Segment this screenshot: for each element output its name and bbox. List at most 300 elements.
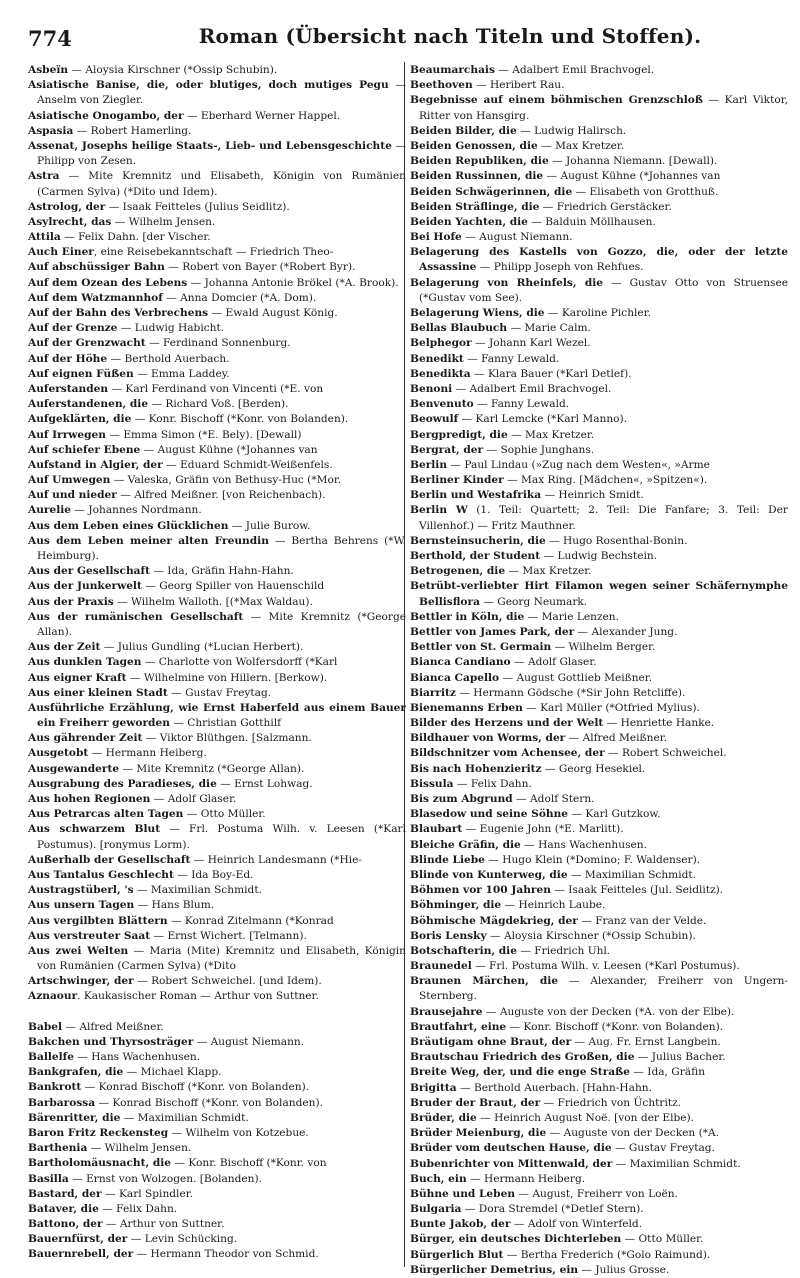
entry-author: — Georg Spiller von Hauenschild bbox=[141, 580, 325, 593]
entry-title: Basilla bbox=[28, 1172, 69, 1185]
index-entry bbox=[410, 1217, 788, 1232]
index-entry bbox=[410, 625, 788, 640]
index-entry bbox=[410, 944, 788, 959]
index-entry bbox=[28, 397, 406, 412]
index-entry bbox=[28, 1172, 406, 1187]
entry-title: Beiden Genossen, die bbox=[410, 139, 538, 152]
entry-title: Auf Umwegen bbox=[28, 474, 111, 487]
entry-author: — August Niemann. bbox=[193, 1035, 305, 1048]
entry-author: — Otto Müller. bbox=[621, 1233, 704, 1246]
index-entry bbox=[410, 124, 788, 139]
index-entry bbox=[28, 276, 406, 291]
entry-title: Artschwinger, der bbox=[28, 975, 134, 988]
entry-author: — Max Kretzer. bbox=[537, 139, 625, 152]
index-entry bbox=[28, 564, 406, 579]
entry-title: Ausgetobt bbox=[28, 747, 89, 760]
entry-title: Blinde von Kunterweg, die bbox=[410, 868, 568, 881]
entry-title: Aus dem Leben meiner alten Freundin bbox=[28, 534, 269, 547]
entry-title: Auf dem Ozean des Lebens bbox=[28, 276, 188, 289]
index-entry bbox=[410, 412, 788, 427]
entry-author: — August Kühne (*Johannes van bbox=[543, 170, 721, 183]
entry-title: Aus Tantalus Geschlecht bbox=[28, 868, 174, 881]
entry-title: Berlin W bbox=[410, 504, 468, 517]
entry-title: Bis nach Hohenzieritz bbox=[410, 762, 542, 775]
entry-title: Böhmen vor 100 Jahren bbox=[410, 884, 551, 897]
entry-title: Aus der Praxis bbox=[28, 595, 114, 608]
entry-author: — Adolf von Winterfeld. bbox=[510, 1218, 643, 1231]
index-entry bbox=[410, 1248, 788, 1263]
entry-author: — August Gottlieb Meißner. bbox=[499, 671, 653, 684]
entry-title: Beiden Yachten, die bbox=[410, 215, 528, 228]
index-entry bbox=[28, 610, 406, 640]
entry-author: — Marie Calm. bbox=[507, 322, 591, 335]
entry-author: — Hermann Heiberg. bbox=[88, 747, 207, 760]
entry-author: — Alfred Meißner. [von Reichenbach). bbox=[116, 489, 326, 502]
entry-title: Belagerung Wiens, die bbox=[410, 307, 545, 319]
index-entry bbox=[410, 701, 788, 716]
left-column bbox=[28, 63, 406, 1263]
entry-author: — Johannes Nordmann. bbox=[71, 504, 202, 517]
index-entry bbox=[28, 63, 406, 78]
index-entry bbox=[28, 1217, 406, 1232]
entry-title: Astra bbox=[28, 170, 60, 183]
index-entry bbox=[410, 731, 788, 746]
entry-author: — Mite Kremnitz (*George Allan). bbox=[119, 762, 305, 775]
index-entry bbox=[410, 245, 788, 275]
entry-title: Bettler in Köln, die bbox=[410, 610, 525, 623]
entry-title: Aus unsern Tagen bbox=[28, 899, 135, 912]
entry-title: Berthold, der Student bbox=[410, 550, 541, 562]
entry-author: — Mite Kremnitz (*George Allan). bbox=[37, 610, 406, 638]
entry-title: Beaumarchais bbox=[410, 64, 495, 76]
index-entry bbox=[28, 1096, 406, 1111]
right-column bbox=[410, 63, 788, 1278]
entry-author: — Christian Gotthilf bbox=[169, 717, 282, 730]
entry-title: Auf und nieder bbox=[28, 489, 117, 502]
entry-title: Bruder der Braut, der bbox=[410, 1096, 541, 1109]
index-entry bbox=[410, 853, 788, 868]
entry-author: — Konrad Bischoff (*Konr. von Bolanden). bbox=[81, 1081, 310, 1094]
index-entry bbox=[28, 883, 406, 898]
index-entry bbox=[28, 230, 406, 245]
index-entry bbox=[28, 534, 406, 564]
entry-author: — Berthold Auerbach. bbox=[107, 352, 230, 365]
entry-author: — Max Ring. [Mädchen«, »Spitzen«). bbox=[503, 474, 708, 487]
index-entry bbox=[410, 1081, 788, 1096]
entry-title: Bianca Capello bbox=[410, 671, 500, 684]
entry-title: Bürgerlicher Demetrius, ein bbox=[410, 1263, 579, 1276]
index-entry bbox=[410, 807, 788, 822]
entry-author: — Maximilian Schmidt. bbox=[567, 868, 696, 881]
entry-author: — Eduard Schmidt-Weißenfels. bbox=[162, 458, 333, 471]
index-entry bbox=[28, 1126, 406, 1141]
entry-title: Aus schwarzem Blut bbox=[28, 823, 161, 836]
entry-title: Benoni bbox=[410, 382, 453, 395]
entry-title: Austragstüberl, 's bbox=[28, 884, 134, 897]
entry-title: Aurelie bbox=[28, 504, 72, 517]
index-entry bbox=[28, 306, 406, 321]
entry-author: — Georg Hesekiel. bbox=[541, 762, 646, 775]
entry-author: (1. Teil: Quartett; 2. Teil: Die Fanfare; 3. Teil: Der Villenhof.) — Fritz Mauthner. bbox=[419, 504, 788, 532]
entry-author: — Wilhelmine von Hillern. [Berkow). bbox=[126, 671, 328, 684]
index-entry bbox=[410, 1232, 788, 1247]
index-entry bbox=[410, 959, 788, 974]
entry-author: — Julie Burow. bbox=[228, 519, 311, 532]
index-entry bbox=[410, 640, 788, 655]
entry-author: — Karl Gutzkow. bbox=[568, 808, 661, 821]
index-entry bbox=[410, 1096, 788, 1111]
entry-author: — Levin Schücking. bbox=[127, 1233, 238, 1246]
entry-author: — Friedrich Gerstäcker. bbox=[539, 200, 672, 213]
entry-author: — Isaak Feitteles (Jul. Seidlitz). bbox=[550, 884, 724, 897]
index-entry bbox=[410, 898, 788, 913]
entry-author: — Konr. Bischoff (*Konr. von bbox=[171, 1157, 327, 1170]
entry-title: Bettler von James Park, der bbox=[410, 625, 575, 638]
entry-author: — Karl Müller (*Otfried Mylius). bbox=[522, 701, 700, 714]
entry-title: Aspasia bbox=[28, 124, 74, 137]
index-entry bbox=[28, 822, 406, 852]
entry-title: Bulgaria bbox=[410, 1203, 462, 1216]
entry-author: — Heinrich Landesmann (*Hie- bbox=[190, 853, 362, 866]
entry-author: — Ewald August König. bbox=[208, 307, 338, 319]
entry-title: Benvenuto bbox=[410, 398, 474, 411]
entry-author: — Eugenie John (*E. Marlitt). bbox=[462, 823, 624, 836]
index-entry bbox=[410, 671, 788, 686]
index-entry bbox=[28, 1020, 406, 1035]
entry-title: Belagerung von Rheinfels, die bbox=[410, 276, 604, 289]
entry-author: — Valeska, Gräfin von Bethusy-Huc (*Mor. bbox=[110, 474, 342, 487]
index-entry bbox=[28, 579, 406, 594]
entry-title: Aus dunklen Tagen bbox=[28, 656, 142, 669]
entry-title: Bunte Jakob, der bbox=[410, 1218, 511, 1231]
entry-title: Braunedel bbox=[410, 960, 472, 973]
entry-title: Bauernfürst, der bbox=[28, 1233, 128, 1246]
entry-author: — Julius Gundling (*Lucian Herbert). bbox=[100, 641, 304, 654]
entry-author: — Georg Neumark. bbox=[479, 595, 588, 608]
entry-title: Bleiche Gräfin, die bbox=[410, 838, 521, 851]
index-entry bbox=[28, 1232, 406, 1247]
entry-title: Bildschnitzer vom Achensee, der bbox=[410, 747, 605, 760]
entry-author: — Balduin Möllhausen. bbox=[527, 215, 656, 228]
index-entry bbox=[28, 898, 406, 913]
entry-author: — Franz van der Velde. bbox=[577, 914, 707, 927]
entry-title: Begebnisse auf einem böhmischen Grenzschloß bbox=[410, 94, 703, 107]
index-entry bbox=[28, 245, 406, 260]
entry-author: — Maria (Mite) Kremnitz und Elisabeth, Königin von Rumänien (Carmen Sylva) (*Dito bbox=[37, 944, 406, 973]
entry-title: Blasedow und seine Söhne bbox=[410, 808, 569, 821]
index-entry bbox=[28, 321, 406, 336]
entry-title: Bergpredigt, die bbox=[410, 428, 508, 441]
index-entry bbox=[410, 929, 788, 944]
entry-title: Brüder, die bbox=[410, 1111, 477, 1124]
entry-author: — Ernst Wichert. [Telmann). bbox=[150, 929, 307, 942]
index-entry bbox=[28, 488, 406, 503]
entry-author: — Karl Viktor, Ritter von Hansgirg. bbox=[419, 94, 788, 122]
index-entry bbox=[28, 78, 406, 108]
entry-title: Belagerung des Kastells von Gozzo, die, oder der letzte Assassine bbox=[410, 246, 788, 274]
index-entry bbox=[28, 139, 406, 169]
entry-title: Baron Fritz Reckensteg bbox=[28, 1126, 169, 1139]
index-entry bbox=[410, 382, 788, 397]
entry-author: — Otto Müller. bbox=[183, 808, 266, 821]
entry-author: — Max Kretzer. bbox=[505, 565, 592, 578]
index-entry bbox=[28, 443, 406, 458]
index-entry bbox=[410, 473, 788, 488]
index-entry bbox=[28, 701, 406, 731]
entry-author: — Fanny Lewald. bbox=[463, 352, 560, 365]
index-entry bbox=[28, 291, 406, 306]
entry-title: Berlin bbox=[410, 458, 448, 471]
entry-author: — Felix Dahn. bbox=[453, 777, 532, 790]
entry-title: Aus dem Leben eines Glücklichen bbox=[28, 519, 229, 532]
entry-title: Auch Einer bbox=[28, 246, 94, 259]
entry-title: Bankgrafen, die bbox=[28, 1066, 124, 1079]
entry-title: Auferstanden bbox=[28, 382, 109, 395]
entry-title: Betrübt-verliebter Hirt Filamon wegen seiner Schäfernymphe Bellisflora bbox=[410, 580, 788, 608]
entry-author: — Emma Simon (*E. Bely). [Dewall) bbox=[106, 428, 302, 441]
entry-author: — Konr. Bischoff (*Konr. von Bolanden). bbox=[131, 413, 349, 426]
entry-author: — Heinrich Laube. bbox=[501, 899, 606, 912]
entry-author: — Felix Dahn. [der Vischer. bbox=[60, 231, 211, 244]
entry-author: — Maximilian Schmidt. bbox=[133, 884, 262, 897]
index-entry bbox=[28, 974, 406, 989]
entry-title: Ausführliche Erzählung, wie Ernst Haberfeld aus einem Bauer ein Freiherr geworden bbox=[28, 701, 406, 730]
index-entry bbox=[28, 503, 406, 518]
entry-title: Bankrott bbox=[28, 1081, 82, 1094]
entry-author: — Auguste von der Decken (*A. von der Elbe). bbox=[482, 1005, 735, 1018]
entry-author: — Gustav Freytag. bbox=[167, 686, 272, 699]
index-entry bbox=[28, 777, 406, 792]
index-entry bbox=[410, 306, 788, 321]
entry-author: — Hermann Theodor von Schmid. bbox=[133, 1248, 319, 1261]
index-entry bbox=[28, 200, 406, 215]
entry-title: Beiden Sträflinge, die bbox=[410, 200, 540, 213]
entry-title: Bubenrichter von Mittenwald, der bbox=[410, 1157, 613, 1170]
index-entry bbox=[28, 428, 406, 443]
index-entry bbox=[28, 929, 406, 944]
entry-author: — Mite Kremnitz und Elisabeth, Königin von Rumänien (Carmen Sylva) (*Dito und Idem). bbox=[37, 170, 406, 198]
entry-title: Asylrecht, das bbox=[28, 215, 112, 228]
entry-author: — Karl Ferdinand von Vincenti (*E. von bbox=[108, 382, 324, 395]
entry-title: Benedikt bbox=[410, 352, 464, 365]
index-entry bbox=[410, 777, 788, 792]
entry-title: Brautschau Friedrich des Großen, die bbox=[410, 1051, 635, 1064]
index-entry bbox=[28, 412, 406, 427]
index-entry bbox=[410, 1202, 788, 1217]
entry-author: — Robert Schweichel. [und Idem). bbox=[133, 975, 322, 988]
entry-title: Beowulf bbox=[410, 413, 459, 426]
index-entry bbox=[28, 1187, 406, 1202]
index-entry bbox=[28, 1247, 406, 1262]
entry-title: Aus vergilbten Blättern bbox=[28, 914, 168, 927]
entry-title: Aus der Junkerwelt bbox=[28, 580, 142, 593]
index-entry bbox=[28, 686, 406, 701]
entry-title: Asiatische Onogambo, der bbox=[28, 109, 184, 122]
index-entry bbox=[410, 139, 788, 154]
index-entry bbox=[410, 63, 788, 78]
entry-author: — Ernst von Wolzogen. [Bolanden). bbox=[68, 1172, 262, 1185]
entry-author: — Max Kretzer. bbox=[507, 428, 595, 441]
entry-author: — Eberhard Werner Happel. bbox=[183, 109, 341, 122]
index-entry bbox=[28, 473, 406, 488]
entry-title: Bartholomäusnacht, die bbox=[28, 1157, 172, 1170]
entry-title: Auf schiefer Ebene bbox=[28, 443, 141, 456]
entry-title: Berlin und Westafrika bbox=[410, 489, 542, 502]
entry-author: — Klara Bauer (*Karl Detlef). bbox=[470, 367, 632, 380]
entry-title: Böhminger, die bbox=[410, 899, 502, 912]
entry-author: — Robert Hamerling. bbox=[73, 124, 192, 137]
entry-title: Buch, ein bbox=[410, 1172, 467, 1185]
index-entry bbox=[410, 336, 788, 351]
index-entry bbox=[410, 185, 788, 200]
index-entry bbox=[410, 792, 788, 807]
index-entry bbox=[410, 914, 788, 929]
entry-title: Aus zwei Welten bbox=[28, 944, 129, 957]
entry-author: — Friedrich von Üchtritz. bbox=[540, 1096, 682, 1109]
entry-title: Asbeïn bbox=[28, 64, 69, 76]
entry-author: — Berthold Auerbach. [Hahn-Hahn. bbox=[456, 1081, 652, 1094]
entry-title: Brausejahre bbox=[410, 1005, 483, 1018]
index-entry bbox=[410, 746, 788, 761]
index-entry bbox=[410, 762, 788, 777]
index-entry bbox=[410, 1111, 788, 1126]
entry-author: — Adolf Glaser. bbox=[150, 793, 237, 805]
entry-author: — Robert von Bayer (*Robert Byr). bbox=[164, 261, 356, 274]
index-entry bbox=[410, 352, 788, 367]
index-entry bbox=[410, 1035, 788, 1050]
entry-author: — Konr. Bischoff (*Konr. von Bolanden). bbox=[506, 1020, 724, 1033]
entry-title: Brüder vom deutschen Hause, die bbox=[410, 1142, 612, 1155]
entry-author: — Aloysia Kirschner (*Ossip Schubin). bbox=[68, 64, 278, 76]
entry-author: — Karl Lemcke (*Karl Manno). bbox=[458, 413, 628, 426]
entry-title: Aus einer kleinen Stadt bbox=[28, 686, 168, 699]
index-entry bbox=[410, 1126, 788, 1141]
index-entry bbox=[28, 762, 406, 777]
entry-author: — Wilhelm Walloth. [(*Max Waldau). bbox=[113, 595, 313, 608]
entry-title: Bergrat, der bbox=[410, 443, 484, 456]
index-entry bbox=[410, 488, 788, 503]
entry-author: — Fanny Lewald. bbox=[473, 398, 570, 411]
entry-title: Beiden Bilder, die bbox=[410, 124, 517, 137]
entry-author: — Alexander Jung. bbox=[574, 625, 678, 638]
entry-author: — Alfred Meißner. bbox=[62, 1020, 164, 1033]
index-entry bbox=[28, 1050, 406, 1065]
index-entry bbox=[28, 215, 406, 230]
index-entry bbox=[28, 640, 406, 655]
entry-title: Aufstand in Algier, der bbox=[28, 458, 163, 471]
page-header bbox=[0, 0, 800, 60]
entry-author: — Johanna Antonie Brökel (*A. Brook). bbox=[187, 276, 399, 289]
index-entry bbox=[410, 93, 788, 123]
entry-title: Aus der rumänischen Gesellschaft bbox=[28, 610, 244, 623]
entry-title: Blinde Liebe bbox=[410, 853, 485, 866]
index-entry bbox=[410, 716, 788, 731]
entry-author: — Felix Dahn. bbox=[98, 1202, 178, 1215]
index-entry bbox=[28, 169, 406, 199]
index-entry bbox=[410, 503, 788, 533]
index-entry bbox=[28, 731, 406, 746]
index-entry bbox=[28, 458, 406, 473]
index-entry bbox=[410, 1157, 788, 1172]
page-number: 774 bbox=[28, 26, 72, 51]
entry-author: — Sophie Junghans. bbox=[483, 443, 595, 456]
entry-title: Außerhalb der Gesellschaft bbox=[28, 853, 191, 866]
entry-title: Breite Weg, der, und die enge Straße bbox=[410, 1066, 630, 1079]
entry-author: — Isaak Feitteles (Julius Seidlitz). bbox=[105, 200, 290, 213]
index-entry bbox=[410, 564, 788, 579]
entry-title: Babel bbox=[28, 1020, 62, 1033]
entry-title: Aus eigner Kraft bbox=[28, 671, 127, 684]
index-entry bbox=[410, 974, 788, 1004]
entry-title: Aufgeklärten, die bbox=[28, 413, 132, 426]
entry-author: — Johann Karl Wezel. bbox=[471, 337, 591, 350]
entry-author: — Arthur von Suttner. bbox=[102, 1218, 225, 1231]
index-entry bbox=[28, 944, 406, 974]
entry-title: Bissula bbox=[410, 777, 454, 790]
entry-author: — Gustav Otto von Struensee (*Gustav vom See). bbox=[419, 276, 788, 304]
entry-author: — Frl. Postuma Wilh. v. Leesen (*Karl Postumus). [ronymus Lorm). bbox=[37, 823, 406, 851]
index-entry bbox=[28, 367, 406, 382]
index-entry bbox=[410, 549, 788, 564]
index-entry bbox=[410, 868, 788, 883]
entry-author: — Hugo Klein (*Domino; F. Waldenser). bbox=[484, 853, 701, 866]
index-entry bbox=[410, 1172, 788, 1187]
index-entry bbox=[410, 1020, 788, 1035]
entry-title: Auf Irrwegen bbox=[28, 428, 106, 441]
entry-author: — Karoline Pichler. bbox=[544, 307, 651, 319]
entry-author: — Ludwig Bechstein. bbox=[540, 550, 658, 562]
entry-title: Bei Hofe bbox=[410, 231, 462, 244]
entry-author: — Viktor Blüthgen. [Salzmann. bbox=[142, 732, 312, 745]
entry-title: Bräutigam ohne Braut, der bbox=[410, 1036, 572, 1048]
entry-title: Bernsteinsucherin, die bbox=[410, 534, 546, 547]
index-entry bbox=[28, 1156, 406, 1171]
entry-author: — Charlotte von Wolfersdorff (*Karl bbox=[141, 656, 338, 669]
index-entry bbox=[28, 260, 406, 275]
entry-author: — Bertha Frederich (*Golo Raimund). bbox=[503, 1248, 711, 1261]
index-entry bbox=[410, 534, 788, 549]
entry-title: Bis zum Abgrund bbox=[410, 793, 513, 805]
entry-author: — Bertha Behrens (*W. Heimburg). bbox=[37, 534, 406, 562]
index-entry bbox=[28, 1065, 406, 1080]
entry-author: — Heinrich August Noë. [von der Elbe). bbox=[476, 1111, 695, 1124]
entry-title: Aus der Gesellschaft bbox=[28, 565, 150, 578]
entry-title: Ballelfe bbox=[28, 1051, 74, 1063]
entry-author: — Emma Laddey. bbox=[133, 367, 230, 380]
entry-title: Auf abschüssiger Bahn bbox=[28, 261, 165, 274]
entry-author: — Hermann Gödsche (*Sir John Retcliffe). bbox=[455, 686, 686, 699]
index-entry bbox=[410, 1263, 788, 1278]
index-entry bbox=[410, 215, 788, 230]
entry-author: — Julius Grosse. bbox=[578, 1263, 670, 1276]
entry-author: — Adolf Stern. bbox=[512, 793, 595, 805]
index-entry bbox=[410, 1141, 788, 1156]
index-entry bbox=[28, 1141, 406, 1156]
entry-title: Attila bbox=[28, 231, 61, 244]
entry-author: — Ernst Lohwag. bbox=[216, 777, 313, 790]
entry-title: Bastard, der bbox=[28, 1187, 102, 1200]
entry-title: Auf der Grenzwacht bbox=[28, 337, 146, 350]
entry-author: — Hans Blum. bbox=[134, 899, 215, 912]
index-entry bbox=[28, 382, 406, 397]
index-entry bbox=[28, 868, 406, 883]
entry-author: — Heinrich Smidt. bbox=[541, 489, 644, 502]
index-entry bbox=[28, 1080, 406, 1095]
index-entry bbox=[410, 78, 788, 93]
entry-author: — Aug. Fr. Ernst Langbein. bbox=[571, 1036, 721, 1048]
index-entry bbox=[28, 807, 406, 822]
entry-author: — Philipp von Zesen. bbox=[37, 139, 406, 168]
